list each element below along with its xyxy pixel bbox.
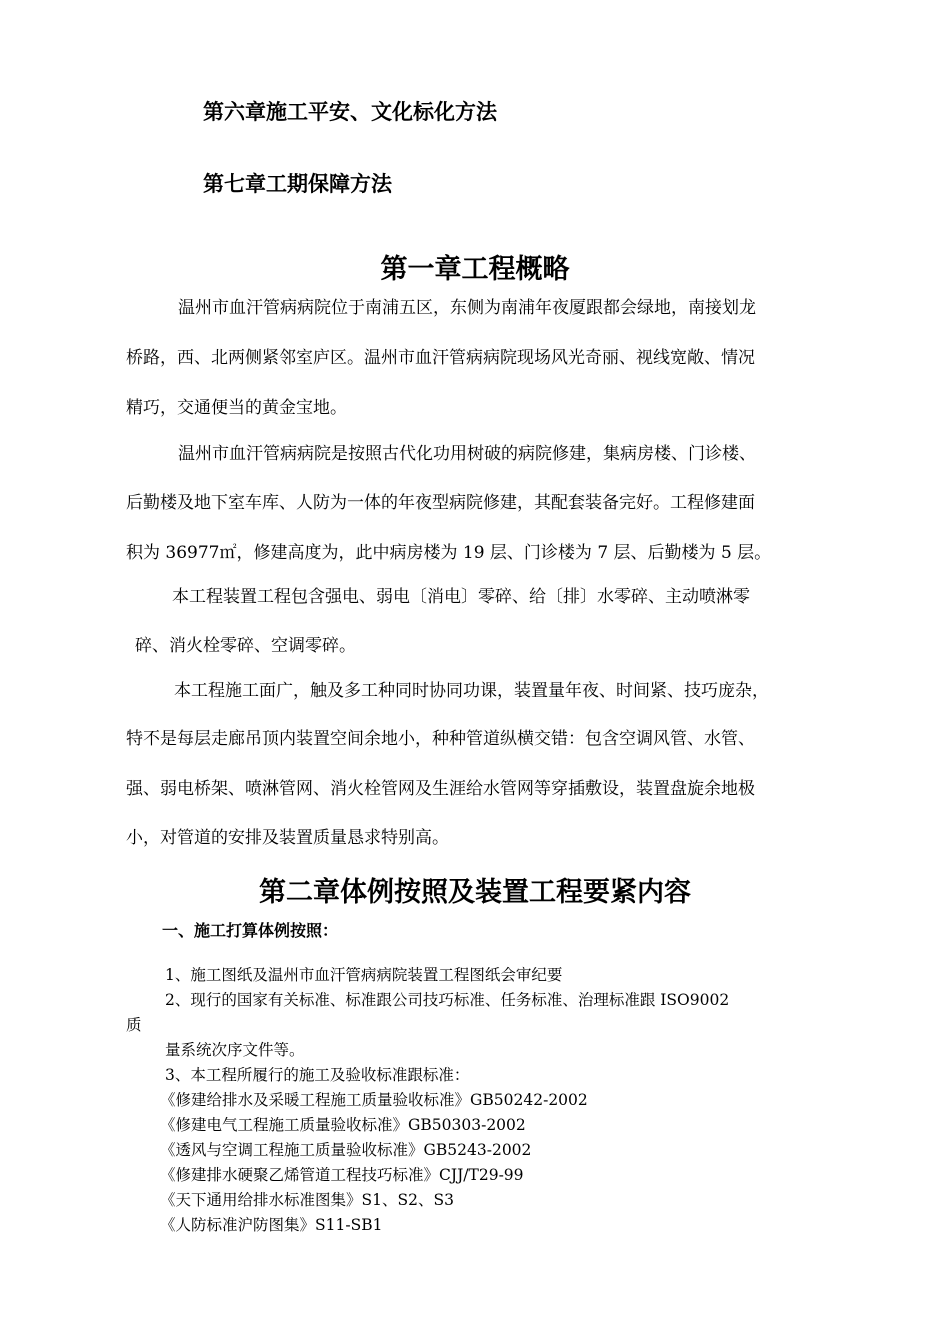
section-heading: 一、施工打算体例按照： [162,921,339,940]
chapter-1-title: 第一章工程概略 [380,254,570,285]
chapter-1-p3-line-1: 本工程装置工程包含强电、弱电〔消电〕零碎、给〔排〕水零碎、主动喷淋零 [172,587,750,607]
toc-chapter-6: 第六章施工平安、文化标化方法 [203,100,497,124]
chapter-1-p2-line-1: 温州市血汗管病病院是按照古代化功用树破的病院修建，集病房楼、门诊楼、 [178,444,756,464]
chapter-1-p1-line-2: 桥路，西、北两侧紧邻室庐区。温州市血汗管病病院现场风光奇丽、视线宽敞、情况 [126,348,755,368]
chapter-1-p4-line-4: 小，对管道的安排及装置质量恳求特别高。 [126,828,449,848]
chapter-1-p4-line-2: 特不是每层走廊吊顶内装置空间余地小，种种管道纵横交错：包含空调风管、水管、 [126,729,755,749]
standard-item: 《修建排水硬聚乙烯管道工程技巧标准》CJJ/T29-99 [160,1166,524,1184]
toc-chapter-7: 第七章工期保障方法 [203,172,392,196]
standard-item: 《修建电气工程施工质量验收标准》GB50303-2002 [160,1116,526,1134]
chapter-1-p4-line-1: 本工程施工面广，触及多工种同时协同功课，装置量年夜、时间紧、技巧庞杂， [174,681,769,701]
basis-item: 1、施工图纸及温州市血汗管病病院装置工程图纸会审纪要 [165,966,563,984]
chapter-2-title: 第二章体例按照及装置工程要紧内容 [259,877,691,908]
standard-item: 《透风与空调工程施工质量验收标准》GB5243-2002 [160,1141,532,1159]
chapter-1-p4-line-3: 强、弱电桥架、喷淋管网、消火栓管网及生涯给水管网等穿插敷设，装置盘旋余地极 [126,779,755,799]
chapter-1-p2-line-3: 积为 36977㎡，修建高度为，此中病房楼为 19 层、门诊楼为 7 层、后勤楼为 5 层。 [126,543,772,563]
standard-item: 《修建给排水及采暖工程施工质量验收标准》GB50242-2002 [160,1091,588,1109]
chapter-1-p1-line-3: 精巧，交通便当的黄金宝地。 [126,398,347,418]
chapter-1-p1-line-1: 温州市血汗管病病院位于南浦五区，东侧为南浦年夜厦跟都会绿地，南接划龙 [178,298,756,318]
basis-item: 3、本工程所履行的施工及验收标准跟标准： [165,1066,470,1084]
standard-item: 《人防标准沪防图集》S11-SB1 [160,1216,383,1234]
basis-item: 量系统次序文件等。 [165,1041,305,1059]
basis-item: 2、现行的国家有关标准、标准跟公司技巧标准、任务标准、治理标准跟 ISO9002 [165,991,730,1009]
chapter-1-p2-line-2: 后勤楼及地下室车库、人防为一体的年夜型病院修建，其配套装备完好。工程修建面 [126,493,755,513]
chapter-1-p3-line-2: 碎、消火栓零碎、空调零碎。 [135,636,356,656]
standard-item: 《天下通用给排水标准图集》S1、S2、S3 [160,1191,454,1209]
basis-item: 质 [126,1016,142,1034]
